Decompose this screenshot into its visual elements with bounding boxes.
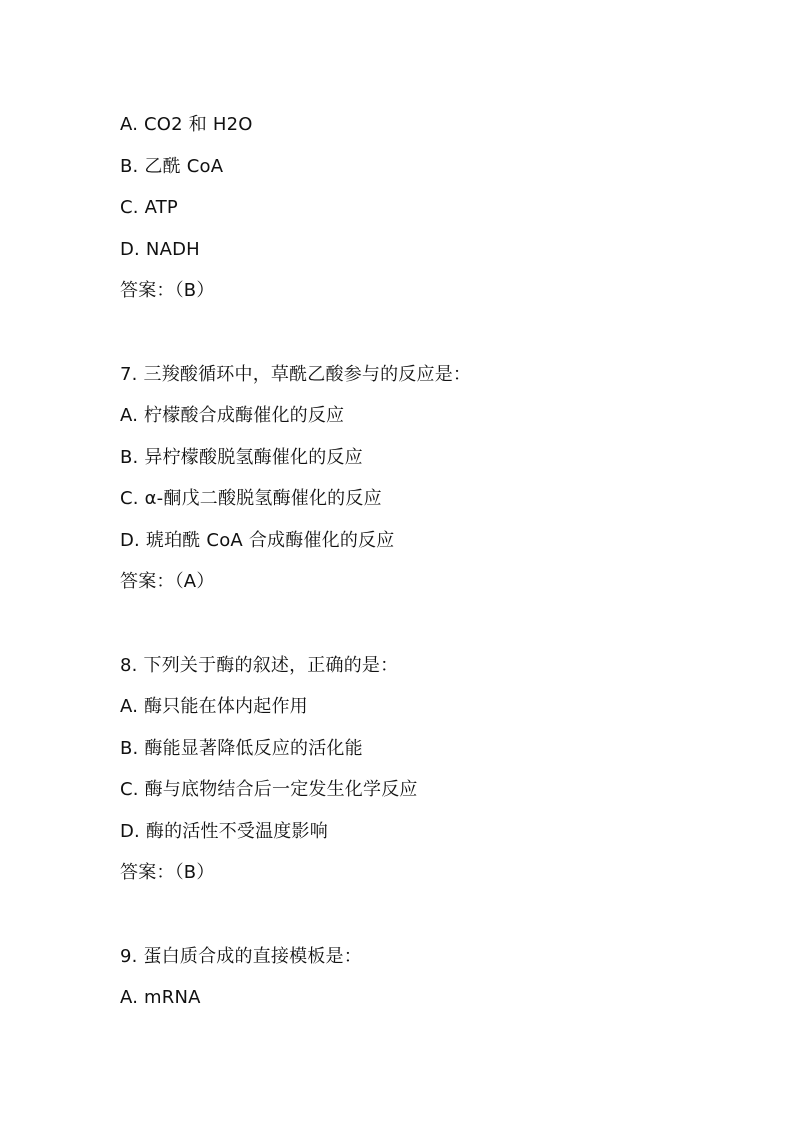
q7-option-a: A. 柠檬酸合成酶催化的反应 xyxy=(120,405,345,426)
q9-stem: 9. 蛋白质合成的直接模板是： xyxy=(120,946,362,967)
q7-option-b: B. 异柠檬酸脱氢酶催化的反应 xyxy=(120,447,363,468)
q7-option-c: C. α-酮戊二酸脱氢酶催化的反应 xyxy=(120,488,382,509)
q6-answer: 答案：（B） xyxy=(120,280,215,301)
q8-option-a: A. 酶只能在体内起作用 xyxy=(120,696,308,717)
q6-option-d: D. NADH xyxy=(120,239,200,260)
q6-option-c: C. ATP xyxy=(120,197,178,218)
q6-option-a: A. CO2 和 H2O xyxy=(120,114,253,135)
q8-answer: 答案：（B） xyxy=(120,862,215,883)
q8-option-d: D. 酶的活性不受温度影响 xyxy=(120,821,328,842)
q7-stem: 7. 三羧酸循环中，草酰乙酸参与的反应是： xyxy=(120,364,472,385)
q7-option-d: D. 琥珀酰 CoA 合成酶催化的反应 xyxy=(120,530,395,551)
q8-option-c: C. 酶与底物结合后一定发生化学反应 xyxy=(120,779,418,800)
q8-stem: 8. 下列关于酶的叙述，正确的是： xyxy=(120,655,399,676)
q7-answer: 答案：（A） xyxy=(120,571,215,592)
q8-option-b: B. 酶能显著降低反应的活化能 xyxy=(120,738,363,759)
q9-option-a: A. mRNA xyxy=(120,987,201,1008)
q6-option-b: B. 乙酰 CoA xyxy=(120,156,224,177)
